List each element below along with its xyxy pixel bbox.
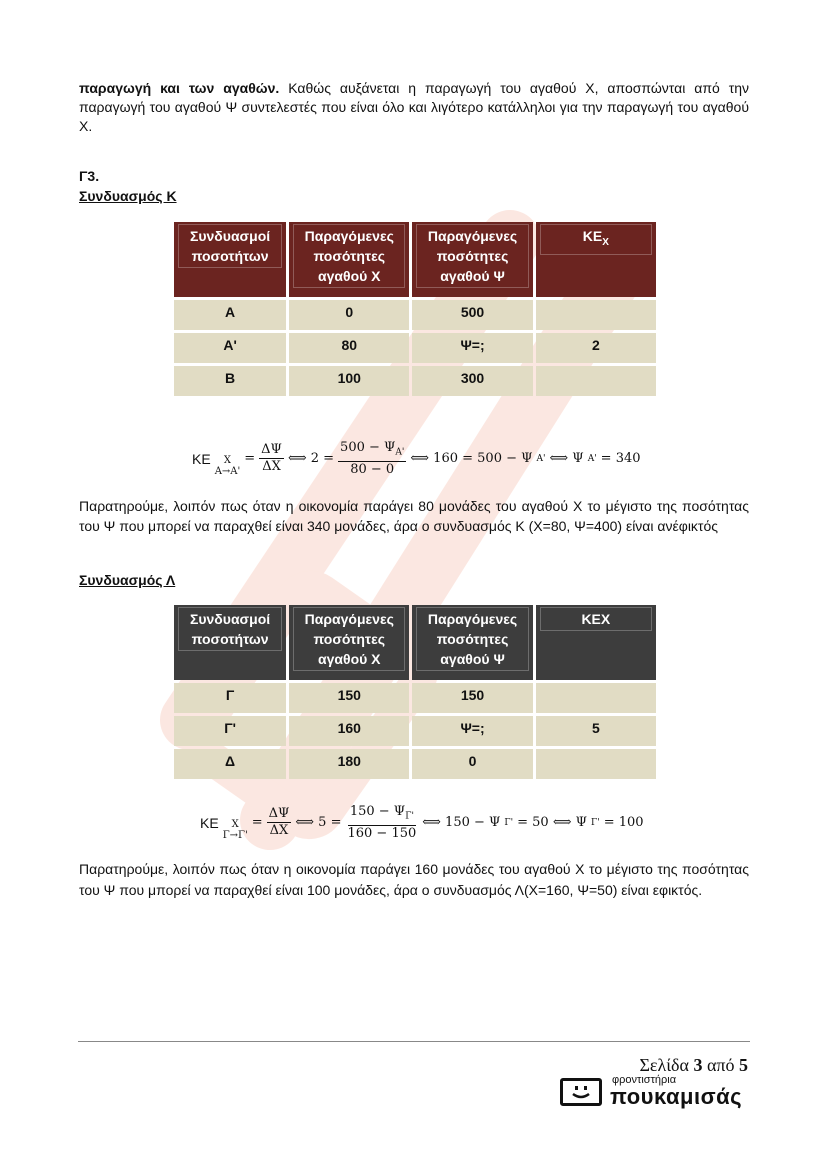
table-cell: Δ: [174, 749, 286, 779]
table-row: [174, 366, 656, 396]
table-cell: 0: [289, 300, 409, 330]
section-label: Γ3.: [79, 168, 100, 184]
table-k-header-x: Παραγόμενες ποσότητες αγαθού Χ: [289, 222, 409, 297]
table-cell: 5: [536, 716, 656, 746]
table-cell: 160: [289, 716, 409, 746]
table-l-header-row: [174, 605, 656, 680]
table-cell: 100: [289, 366, 409, 396]
table-cell: Ψ=;: [412, 333, 532, 363]
table-k-header-row: [174, 222, 656, 297]
table-k-header-ke: $KE_X$: [536, 222, 656, 297]
logo-big-text: πουκαμισάς: [610, 1084, 743, 1109]
conclusion-l: Παρατηρούμε, λοιπόν πως όταν η οικονομία παράγει 160 μονάδες του αγαθού Χ το μέγιστο της ποσότητας του Ψ που μπορεί να παραχθεί είναι 100 μονάδες, άρα ο συνδυασμός Λ(Χ=160, Ψ=50) είναι εφικτός.: [79, 861, 749, 898]
table-cell: 80: [289, 333, 409, 363]
intro-text: Καθώς αυξάνεται η παραγωγή του αγαθού Χ, αποσπώνται από την παραγωγή του αγαθού Ψ συντελεστές που είναι όλο και λιγότερο κατάλληλοι για την παραγωγή του αγαθού Χ.: [79, 80, 750, 134]
table-row: [174, 716, 656, 746]
logo-face-icon: [560, 1078, 602, 1106]
table-k: [171, 219, 659, 399]
table-l-header-x: Παραγόμενες ποσότητες αγαθού Χ: [289, 605, 409, 680]
conclusion-k: Παρατηρούμε, λοιπόν πως όταν η οικονομία παράγει 80 μονάδες του αγαθού Χ το μέγιστο της ποσότητας του Ψ που μπορεί να παραχθεί είναι 340 μονάδες, άρα ο συνδυασμός Κ (Χ=80, Ψ=400) είναι ανέφικτός: [79, 498, 749, 534]
table-l-header-ke: ΚΕΧ: [536, 605, 656, 680]
table-k-header-y: Παραγόμενες ποσότητες αγαθού Ψ: [412, 222, 532, 297]
table-cell: Γ': [174, 716, 286, 746]
table-cell: Α': [174, 333, 286, 363]
intro-paragraph: [79, 79, 749, 136]
table-cell: Α: [174, 300, 286, 330]
table-l-header-combos: Συνδυασμοί ποσοτήτων: [174, 605, 286, 680]
table-cell: 180: [289, 749, 409, 779]
logo-small-text: φροντιστήρια: [612, 1074, 677, 1086]
table-row: [174, 749, 656, 779]
table-row: [174, 333, 656, 363]
table-l: [171, 602, 659, 782]
table-cell: 150: [412, 683, 532, 713]
formula-k: ΚΕ Χ Α→Α' = $\frac{\Delta\Psi}{\Delta X}$ ⟺ 2 = $\frac{500 - \Psi_{A'}}{80 - 0}$ ⟺ 160 = 500 − Ψ Α' ⟺ Ψ Α' = 340: [192, 440, 641, 477]
table-cell: [536, 749, 656, 779]
table-row: [174, 300, 656, 330]
brand-logo: [560, 1075, 742, 1108]
table-cell: Β: [174, 366, 286, 396]
table-cell: 0: [412, 749, 532, 779]
table-cell: [536, 300, 656, 330]
section-k-title: Συνδυασμός Κ: [79, 188, 177, 204]
intro-bold: παραγωγή και των αγαθών.: [79, 80, 280, 96]
table-cell: [536, 366, 656, 396]
table-cell: 150: [289, 683, 409, 713]
table-cell: Ψ=;: [412, 716, 532, 746]
table-row: [174, 683, 656, 713]
formula-l: ΚΕ Χ Γ→Γ' = $\frac{\Delta\Psi}{\Delta X}$ ⟺ 5 = $\frac{150 - \Psi_{\Gamma'}}{160 - 150}$ ⟺ 150 − Ψ Γ' = 50 ⟺ Ψ Γ' = 100: [200, 804, 644, 841]
table-cell: 2: [536, 333, 656, 363]
section-l-title: Συνδυασμός Λ: [79, 572, 176, 588]
table-k-header-combos: Συνδυασμοί ποσοτήτων: [174, 222, 286, 297]
table-cell: 300: [412, 366, 532, 396]
page-number: Σελίδα 3 από 5: [639, 1055, 748, 1075]
footer-divider: [78, 1041, 750, 1042]
table-l-header-y: Παραγόμενες ποσότητες αγαθού Ψ: [412, 605, 532, 680]
table-cell: 500: [412, 300, 532, 330]
table-cell: [536, 683, 656, 713]
table-cell: Γ: [174, 683, 286, 713]
